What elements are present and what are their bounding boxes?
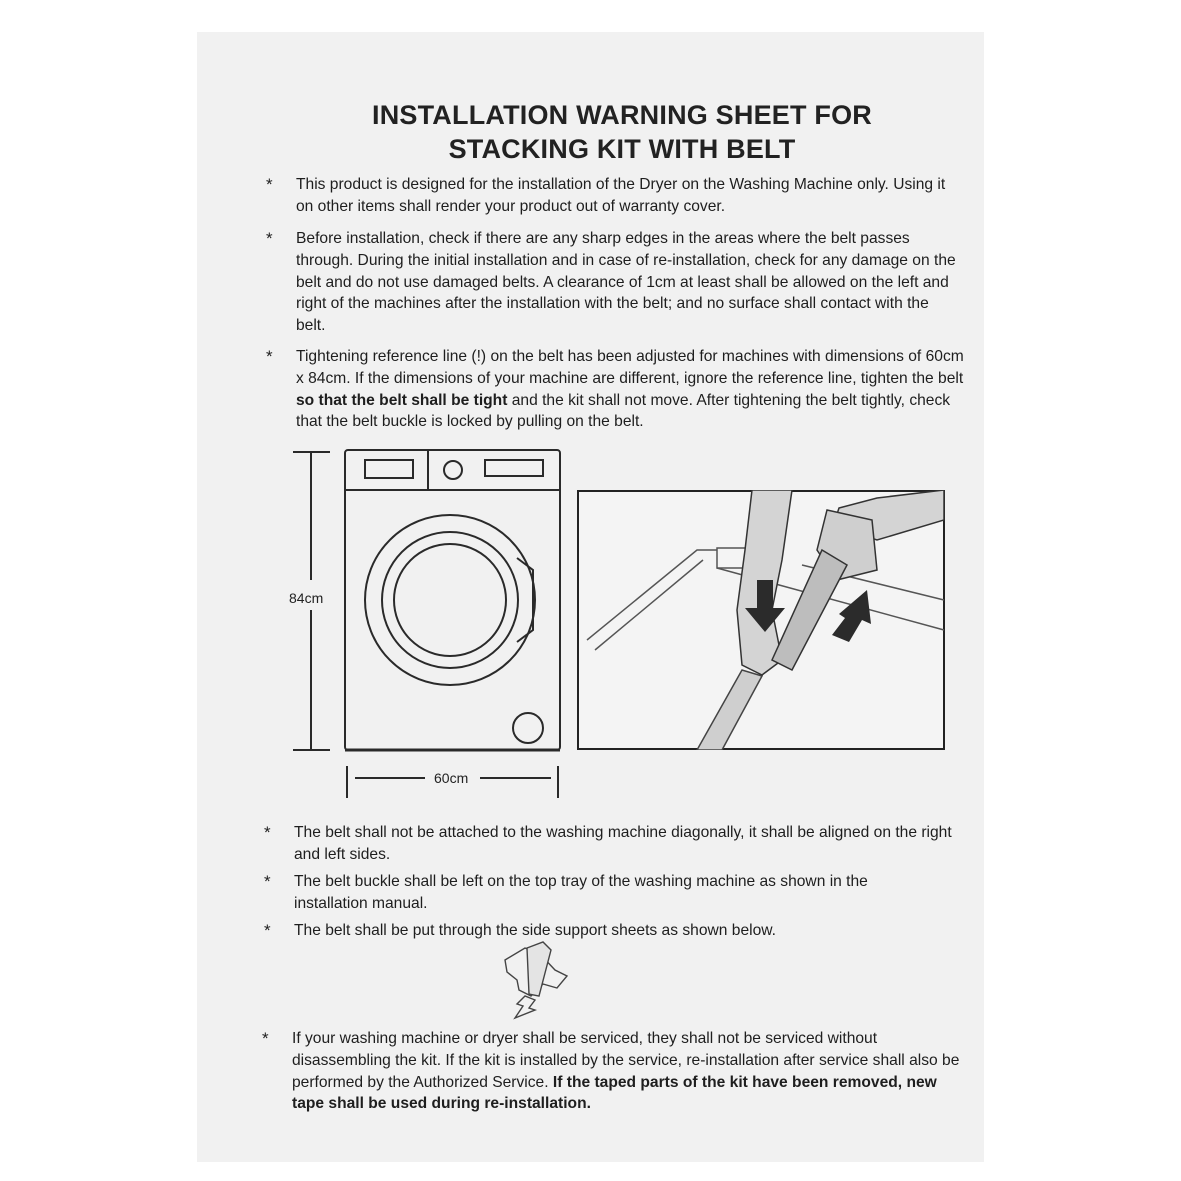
bullet-marker: * bbox=[264, 921, 271, 940]
bullet-text: The belt buckle shall be left on the top tray of the washing machine as shown in the installation manual. bbox=[294, 873, 868, 912]
bullet-belt-alignment bbox=[264, 822, 964, 866]
bullet-emphasis: If the taped parts of the kit have been removed, new tape shall be used during re-installation. bbox=[292, 1073, 937, 1113]
bullet-text: Before installation, check if there are any sharp edges in the areas where the belt passes through. During the initial installation and in case of re-installation, check for any damage on the belt and do not use damaged belts. A clearance of 1cm at least shall be allowed on the left and right of the machines after the installation with the belt; and no surface shall contact with the belt. bbox=[296, 230, 956, 335]
bullet-emphasis: so that the belt shall be tight bbox=[296, 391, 508, 409]
washing-machine-dimension-figure bbox=[285, 440, 575, 810]
bullet-marker: * bbox=[266, 229, 273, 248]
belt-buckle-illustration bbox=[577, 490, 945, 750]
bullet-text: Tightening reference line (!) on the belt has been adjusted for machines with dimensions of 60cm x 84cm. If the dimensions of your machine are different, ignore the reference line, tighten the belt bbox=[296, 348, 964, 387]
bullet-text: This product is designed for the installation of the Dryer on the Washing Machine only. Using it on other items shall render your product out of warranty cover. bbox=[296, 176, 946, 215]
bullet-marker: * bbox=[266, 347, 273, 366]
height-dimension-label: 84cm bbox=[289, 590, 324, 606]
bullet-marker: * bbox=[264, 823, 271, 842]
bullet-marker: * bbox=[266, 175, 273, 194]
bullet-side-support bbox=[264, 920, 914, 942]
bullet-text: The belt shall be put through the side support sheets as shown below. bbox=[294, 922, 776, 939]
sheet-title bbox=[197, 98, 1047, 166]
bullet-text: If your washing machine or dryer shall be serviced, they shall not be serviced without disassembling the kit. If the kit is installed by the service, re-installation after service shall also be performed by the Authorized Service. bbox=[292, 1030, 960, 1091]
bullet-text: The belt shall not be attached to the washing machine diagonally, it shall be aligned on the right and left sides. bbox=[294, 824, 952, 863]
bullet-reference-line bbox=[266, 346, 972, 433]
bullet-buckle-position bbox=[264, 871, 914, 915]
bullet-sharp-edges bbox=[266, 228, 960, 337]
width-dimension-label: 60cm bbox=[434, 770, 469, 786]
bullet-warranty bbox=[266, 174, 956, 218]
side-support-sheet-sketch bbox=[495, 940, 575, 1022]
bullet-marker: * bbox=[264, 872, 271, 891]
bullet-marker: * bbox=[262, 1029, 269, 1048]
bullet-text-continued: and the kit shall not move. After tightening the belt tightly, check that the belt buckle is locked by pulling on the belt. bbox=[296, 391, 951, 431]
title-line-1: INSTALLATION WARNING SHEET FOR bbox=[372, 100, 872, 130]
title-line-2: STACKING KIT WITH BELT bbox=[448, 134, 796, 164]
bullet-servicing bbox=[262, 1028, 964, 1115]
